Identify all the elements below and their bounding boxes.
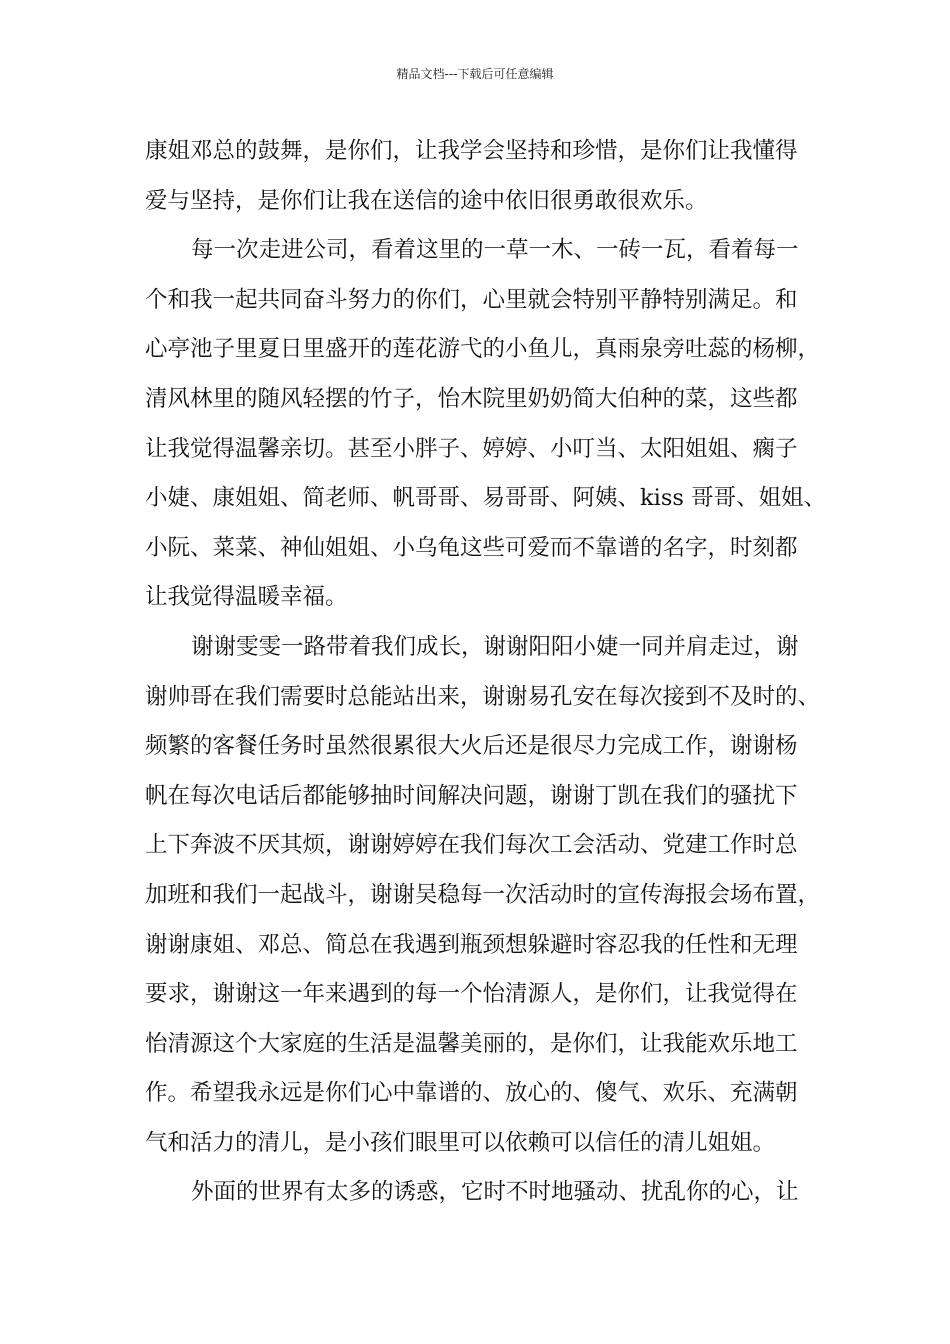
text-line: 上下奔波不厌其烦，谢谢婷婷在我们每次工会活动、党建工作时总 (145, 832, 798, 859)
text-line: 气和活力的清儿，是小孩们眼里可以依赖可以信任的清儿姐姐。 (145, 1129, 776, 1156)
text-line: 小阮、菜菜、神仙姐姐、小乌龟这些可爱而不靠谱的名字，时刻都 (145, 534, 798, 561)
text-line: 康姐邓总的鼓舞，是你们，让我学会坚持和珍惜，是你们让我懂得 (145, 138, 798, 164)
text-line: 频繁的客餐任务时虽然很累很大火后还是很尽力完成工作，谢谢杨 (145, 733, 798, 760)
page-header: 精品文档---下载后可任意编辑 (396, 67, 554, 81)
paragraph (145, 623, 827, 1169)
text-line: 要求，谢谢这一年来遇到的每一个怡清源人，是你们，让我觉得在 (145, 981, 798, 1008)
text-line: 怡清源这个大家庭的生活是温馨美丽的，是你们，让我能欢乐地工 (145, 1030, 798, 1057)
text-line: 每一次走进公司，看着这里的一草一木、一砖一瓦，看着每一 (191, 237, 799, 264)
text-line: 帆在每次电话后都能够抽时间解决问题，谢谢丁凯在我们的骚扰下 (145, 782, 798, 809)
text-line: 让我觉得温馨亲切。甚至小胖子、婷婷、小叮当、太阳姐姐、瘸子 (145, 435, 798, 462)
text-line: 加班和我们一起战斗，谢谢吴稳每一次活动时的宣传海报会场布置， (145, 881, 821, 908)
text-line: 谢谢雯雯一路带着我们成长，谢谢阳阳小婕一同并肩走过，谢 (191, 633, 799, 660)
text-line: 让我觉得温暖幸福。 (145, 584, 348, 611)
body-text (145, 127, 827, 1218)
text-line: 作。希望我永远是你们心中靠谱的、放心的、傻气、欢乐、充满朝 (145, 1080, 798, 1107)
text-line: 心亭池子里夏日里盛开的莲花游弋的小鱼儿，真雨泉旁吐蕊的杨柳， (145, 336, 821, 363)
text-line: 谢谢康姐、邓总、简总在我遇到瓶颈想躲避时容忍我的任性和无理 (145, 931, 798, 958)
paragraph (145, 226, 827, 623)
paragraph (145, 1168, 827, 1218)
text-line: 清风林里的随风轻摆的竹子，怡木院里奶奶简大伯种的菜，这些都 (145, 385, 798, 412)
text-line: 谢帅哥在我们需要时总能站出来，谢谢易孔安在每次接到不及时的、 (145, 683, 821, 710)
text-line: 个和我一起共同奋斗努力的你们，心里就会特别平静特别满足。和 (145, 286, 798, 313)
paragraph (145, 127, 827, 226)
text-line: 外面的世界有太多的诱惑，它时不时地骚动、扰乱你的心，让 (191, 1179, 799, 1206)
text-line: 小婕、康姐姐、简老师、帆哥哥、易哥哥、阿姨、kiss 哥哥、姐姐、 (145, 485, 827, 512)
text-line: 爱与坚持，是你们让我在送信的途中依旧很勇敢很欢乐。 (145, 187, 708, 214)
